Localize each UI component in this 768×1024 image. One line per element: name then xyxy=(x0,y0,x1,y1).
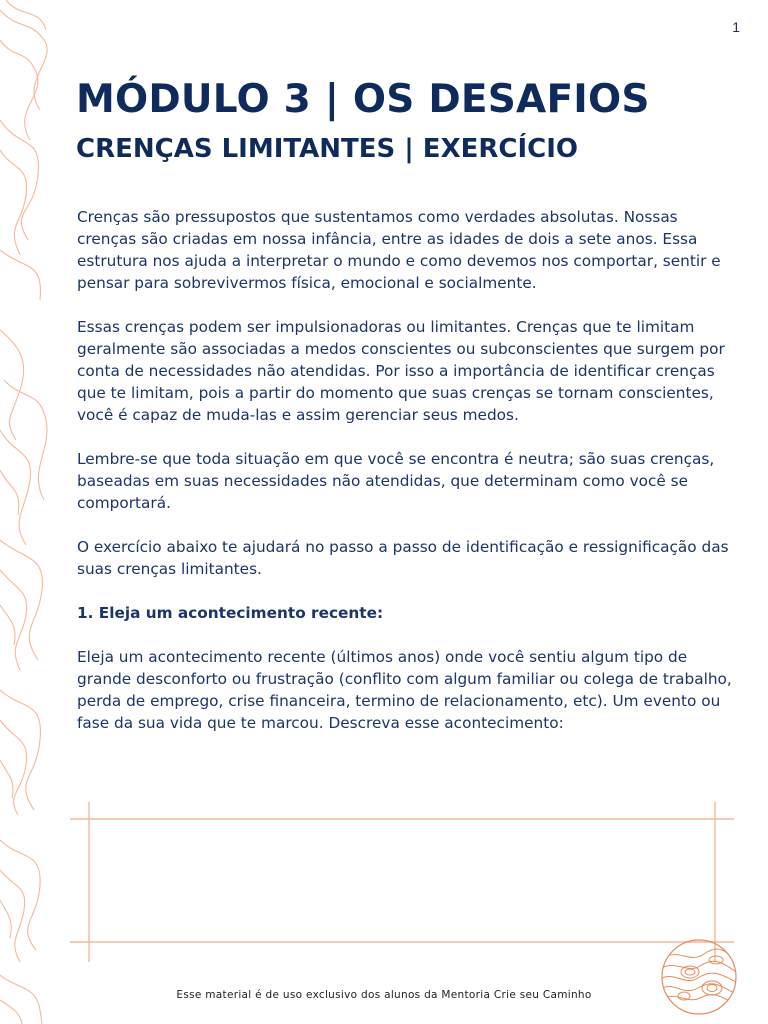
paragraph: Lembre-se que toda situação em que você se encontra é neutra; são suas crenças, baseadas em suas necessidades não atendidas, que determinam como você se comportará. xyxy=(77,450,715,512)
footer-note: Esse material é de uso exclusivo dos alunos da Mentoria Crie seu Caminho xyxy=(176,989,592,1001)
step-heading: 1. Eleja um acontecimento recente: xyxy=(77,604,384,622)
answer-area[interactable] xyxy=(70,802,734,962)
contour-lines-decoration xyxy=(0,0,48,1024)
paragraph: Crenças são pressupostos que sustentamos como verdades absolutas. Nossas crenças são criadas em nossa infância, entre as idades de dois a sete anos. Essa estrutura nos ajuda a interpretar o mundo e como devemos nos comportar, sentir e pensar para sobrevivermos física, emocional e socialmente. xyxy=(77,208,721,292)
paragraph: Essas crenças podem ser impulsionadoras ou limitantes. Crenças que te limitam geralmente são associadas a medos conscientes ou subconscientes que surgem por conta de necessidades não atendidas. Por isso a importância de identificar crenças que te limitam, pois a partir do momento que suas crenças se tornam conscientes, você é capaz de muda-las e assim gerenciar seus medos. xyxy=(77,318,725,424)
page-title: MÓDULO 3 | OS DESAFIOS xyxy=(76,77,650,122)
page-subtitle: CRENÇAS LIMITANTES | EXERCÍCIO xyxy=(76,134,579,164)
step-instructions: Eleja um acontecimento recente (últimos anos) onde você sentiu algum tipo de grande desconforto ou frustração (conflito com algum familiar ou colega de trabalho, perda de emprego, crise financeira, termino de relacionamento, etc). Um evento ou fase da sua vida que te marcou. Descreva esse acontecimento: xyxy=(77,648,732,732)
body-text xyxy=(77,206,737,756)
page-number: 1 xyxy=(732,19,740,35)
answer-frame xyxy=(70,802,734,962)
contour-seal-icon xyxy=(660,938,738,1016)
paragraph: O exercício abaixo te ajudará no passo a passo de identificação e ressignificação das suas crenças limitantes. xyxy=(77,538,729,578)
